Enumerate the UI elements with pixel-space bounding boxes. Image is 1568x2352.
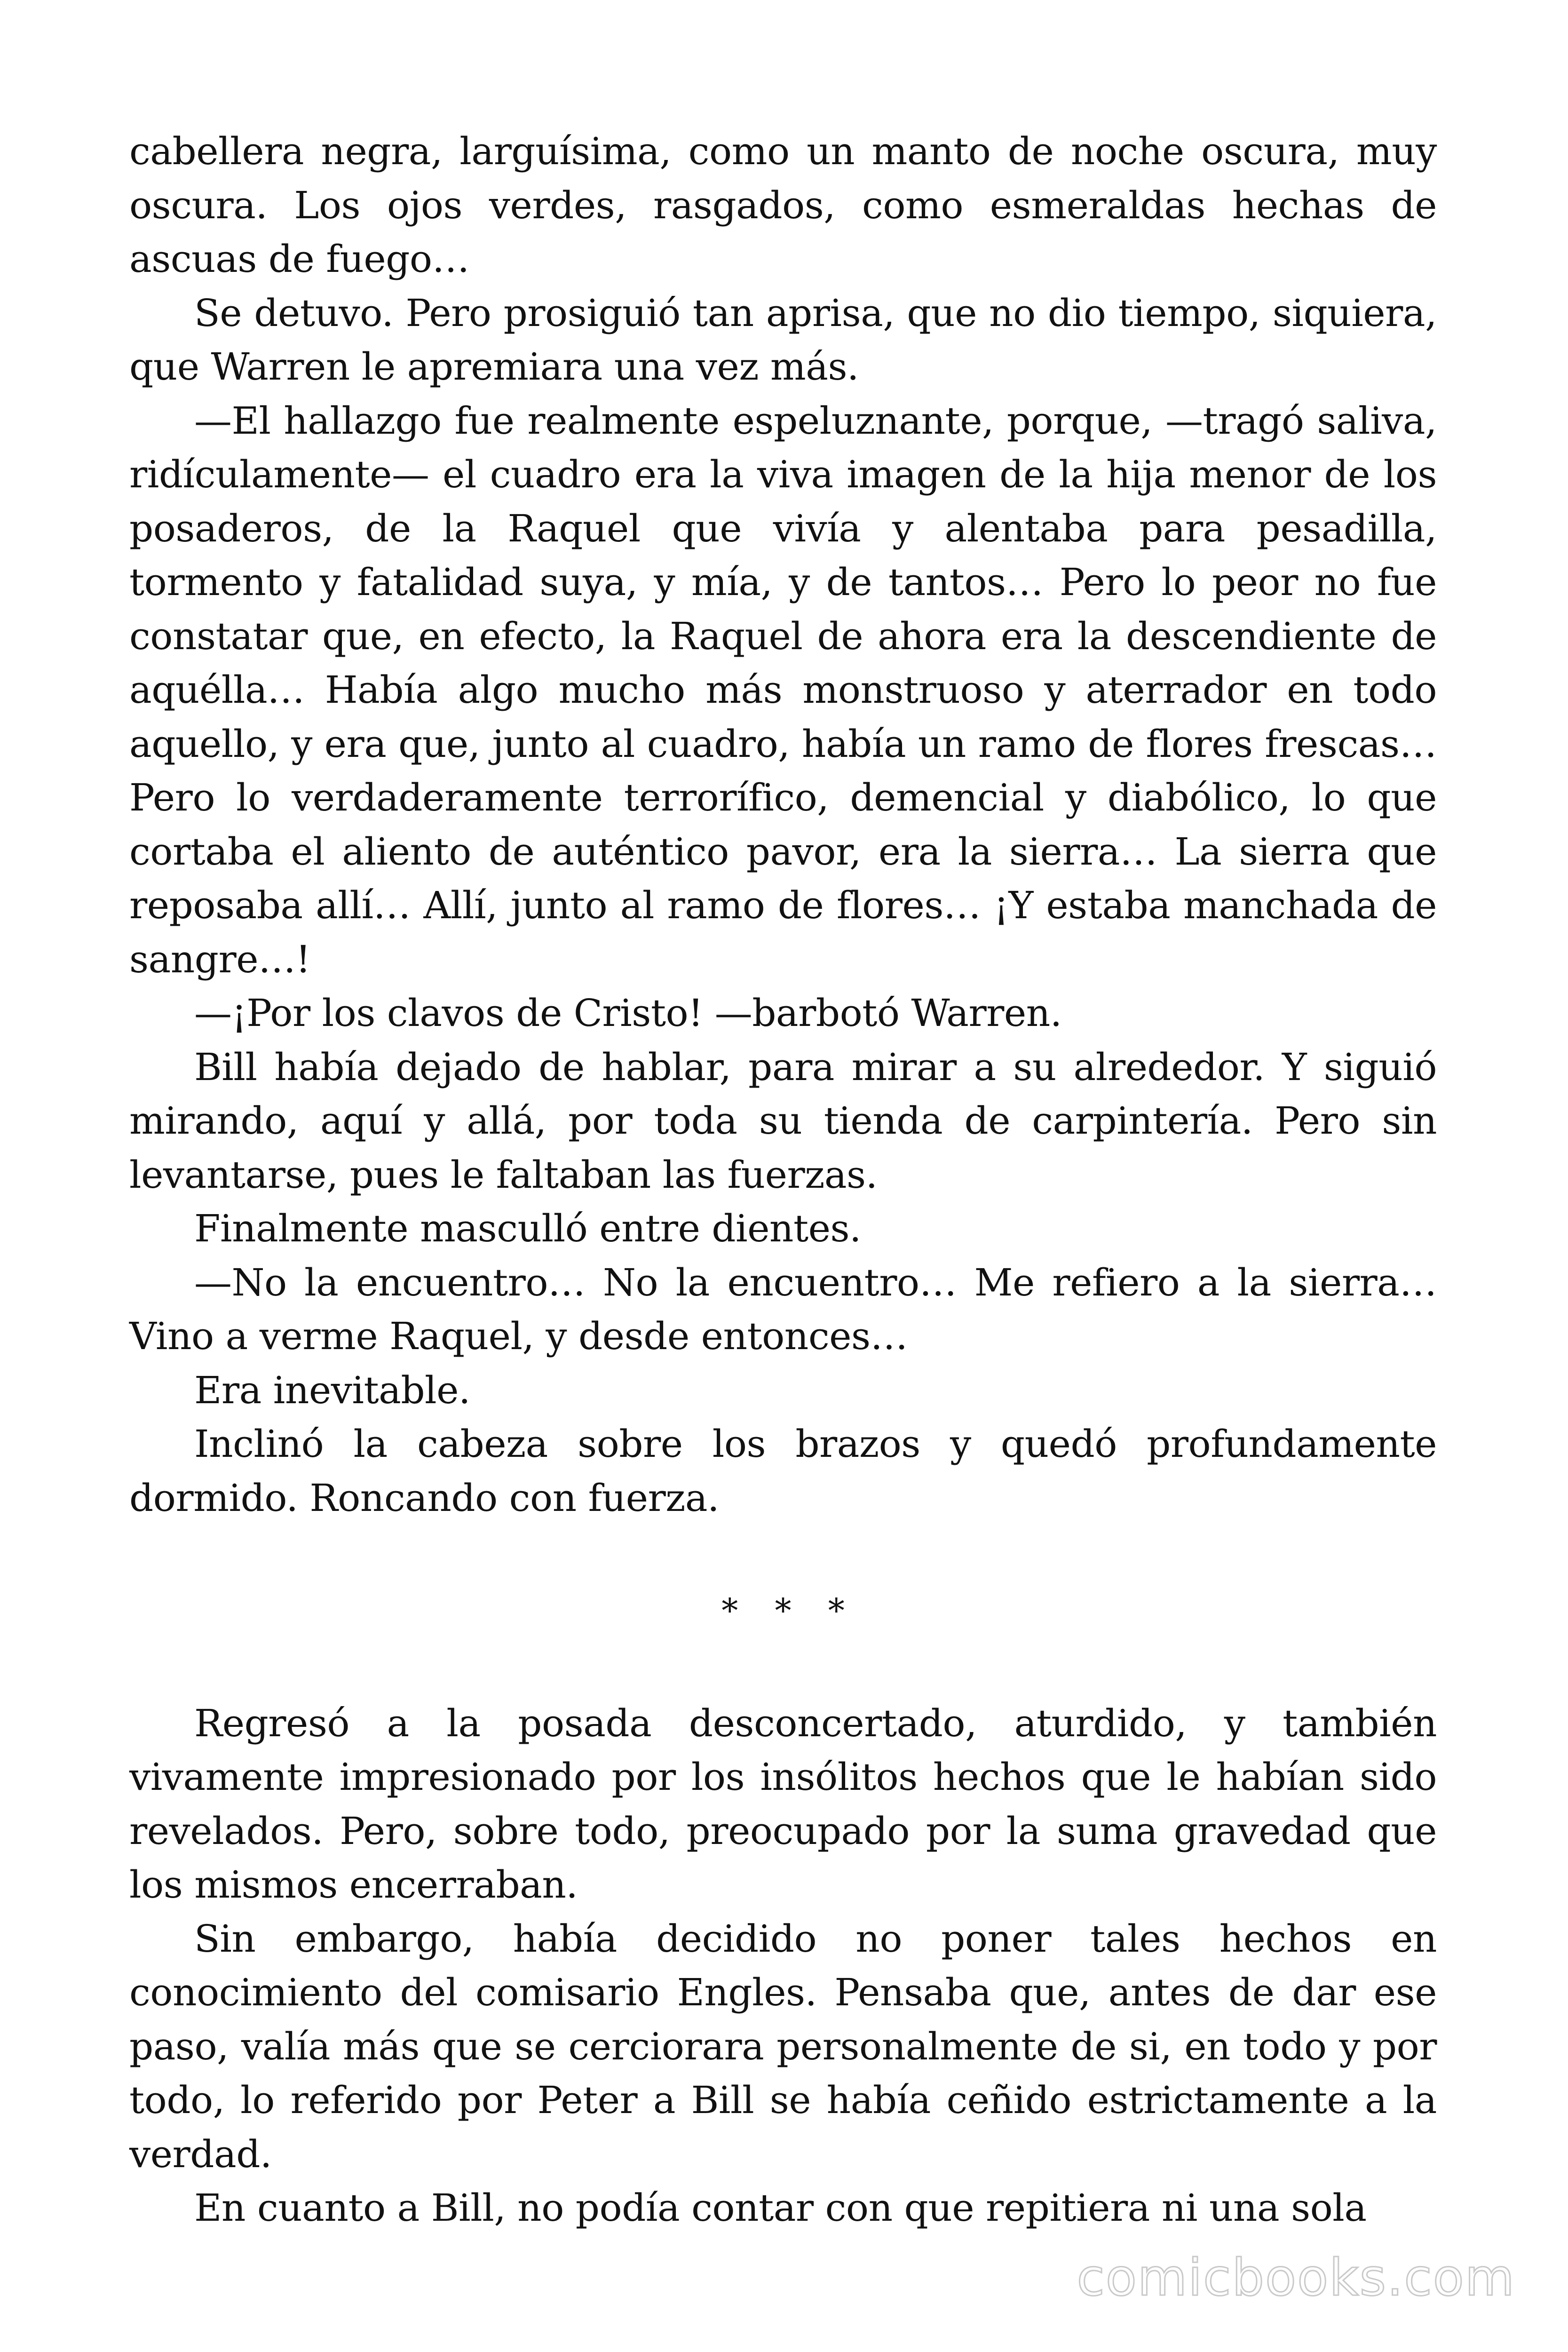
paragraph: Inclinó la cabeza sobre los brazos y quedó profundamente dormido. Roncando con fuerza. — [129, 1422, 1437, 1520]
paragraph: En cuanto a Bill, no podía contar con que repitiera ni una sola — [194, 2186, 1367, 2230]
paragraph: —No la encuentro… No la encuentro… Me refiero a la sierra… Vino a verme Raquel, y desde entonces… — [129, 1260, 1437, 1358]
page-body — [129, 125, 1437, 2235]
paragraph: Se detuvo. Pero prosiguió tan aprisa, que no dio tiempo, siquiera, que Warren le apremiara una vez más. — [129, 291, 1437, 389]
scene-break: * * * — [721, 1591, 858, 1630]
paragraph: —El hallazgo fue realmente espeluznante, porque, —tragó saliva, ridículamente— el cuadro era la viva imagen de la hija menor de los posaderos, de la Raquel que vivía y alentaba para pesadilla, tormento y fatalidad suya, y mía, y de tantos… Pero lo peor no fue constatar que, en efecto, la Raquel de ahora era la descendiente de aquélla… Había algo mucho más monstruoso y aterrador en todo aquello, y era que, junto al cuadro, había un ramo de flores frescas… Pero lo verdaderamente terrorífico, demencial y diabólico, lo que cortaba el aliento de auténtico pavor, era la sierra… La sierra que reposaba allí… Allí, junto al ramo de flores… ¡Y estaba manchada de sangre…! — [129, 398, 1437, 981]
paragraph: cabellera negra, larguísima, como un manto de noche oscura, muy oscura. Los ojos verdes, rasgados, como esmeraldas hechas de ascuas de fuego… — [129, 129, 1437, 281]
paragraph: Regresó a la posada desconcertado, aturdido, y también vivamente impresionado por los insólitos hechos que le habían sido revelados. Pero, sobre todo, preocupado por la suma gravedad que los mismos encerraban. — [129, 1701, 1437, 1907]
paragraph: Finalmente masculló entre dientes. — [194, 1207, 861, 1250]
paragraph: Era inevitable. — [194, 1368, 470, 1412]
paragraph: Bill había dejado de hablar, para mirar a su alrededor. Y siguió mirando, aquí y allá, por toda su tienda de carpintería. Pero sin levantarse, pues le faltaban las fuerzas. — [129, 1045, 1437, 1197]
paragraph: Sin embargo, había decidido no poner tales hechos en conocimiento del comisario Engles. Pensaba que, antes de dar ese paso, valía más que se cerciorara personalmente de si, en todo y por todo, lo referido por Peter a Bill se había ceñido estrictamente a la verdad. — [129, 1916, 1437, 2176]
paragraph: —¡Por los clavos de Cristo! —barbotó Warren. — [194, 991, 1062, 1035]
watermark: comicbooks.com — [1077, 2249, 1515, 2307]
